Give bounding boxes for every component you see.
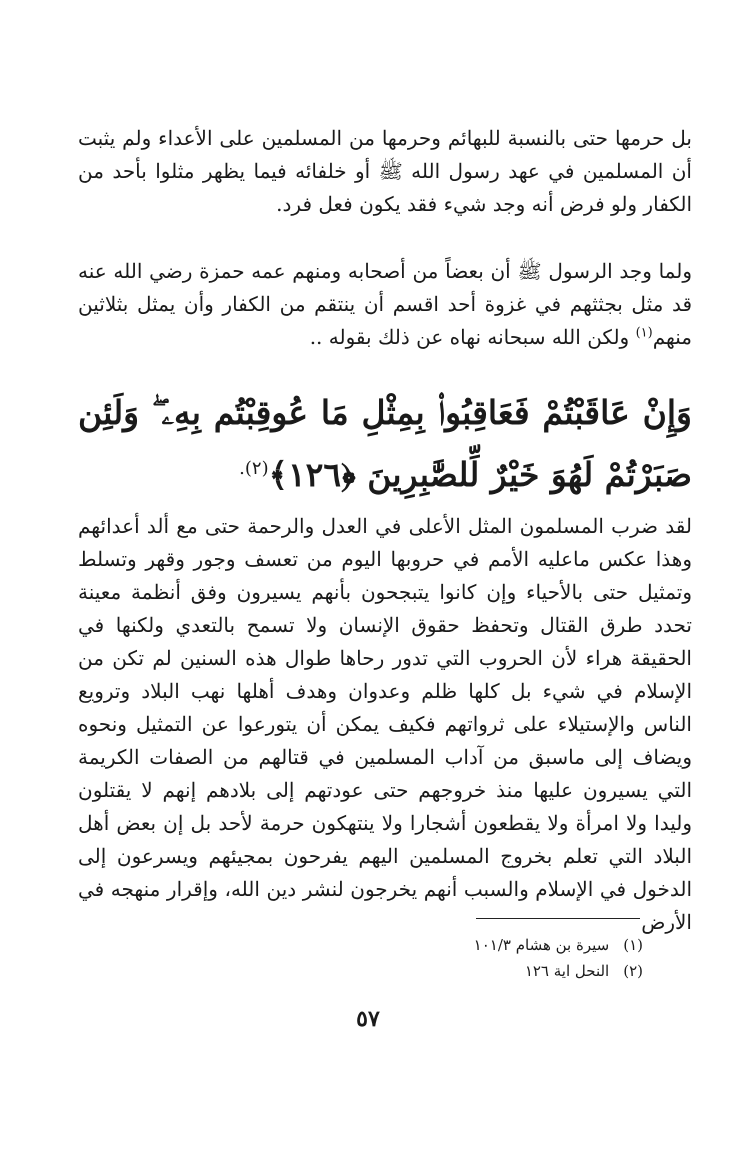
- verse-text: وَإِنْ عَاقَبْتُمْ فَعَاقِبُوا۟ بِمِثْلِ مَا عُوقِبْتُم بِهِۦ ۖ وَلَئِن صَبَرْتُمْ لَهُوَ خَيْرٌ لِّلصَّٰبِرِينَ ﴿١٢٦﴾: [78, 393, 692, 494]
- footnote-ref-1: (١): [635, 325, 653, 341]
- footnote-2: [474, 958, 643, 984]
- footnote-1-number: (١): [623, 936, 643, 954]
- quran-verse: [78, 385, 692, 503]
- footnote-2-number: (٢): [623, 962, 643, 980]
- page-number: ٥٧: [356, 1006, 380, 1032]
- paragraph-2-text: ولما وجد الرسول ﷺ أن بعضاً من أصحابه ومنهم عمه حمزة رضي الله عنه قد مثل بجثثهم في غزوة أحد اقسم أن ينتقم من الكفار وأن يمثل بثلاثين منهم: [78, 259, 692, 349]
- paragraph-2-tail: ولكن الله سبحانه نهاه عن ذلك بقوله ..: [309, 325, 636, 349]
- paragraph-3: [78, 510, 692, 939]
- paragraph-1: [78, 122, 692, 221]
- paragraph-3-text: لقد ضرب المسلمون المثل الأعلى في العدل والرحمة حتى مع ألد أعدائهم وهذا عكس ماعليه الأمم في حروبها اليوم من تعسف وجور وقهر وتسلط وتمثيل حتى بالأحياء وإن كانوا يتبجحون بأنهم يسيرون وفق أنظمة معينة تحدد طرق القتال وتحفظ حقوق الإنسان ولا تسمح بالتعدي ولكنها في الحقيقة هراء لأن الحروب التي تدور رحاها طوال هذه السنين لم تكن من الإسلام في شيء بل كلها ظلم وعدوان وهدف أهلها نهب البلاد وترويع الناس والإستيلاء على ثرواتهم فكيف يمكن أن يتورعوا عن التمثيل ونحوه ويضاف إلى ماسبق من آداب المسلمين في قتالهم من الصفات الكريمة التي يسيرون عليها منذ خروجهم حتى عودتهم إلى بلادهم إنهم لا يقتلون وليدا ولا امرأة ولا يقطعون أشجارا ولا ينتهكون حرمة لأحد بل إن بعض أهل البلاد التي تعلم بخروج المسلمين اليهم يفرحون بمجيئهم ويسرعون إلى الدخول في الإسلام والسبب أنهم يخرجون لنشر دين الله، وإقرار منهجه في الأرض: [78, 514, 692, 934]
- footnote-1: [474, 932, 643, 958]
- footnote-ref-2: (٢).: [239, 458, 269, 479]
- footnote-1-text: سيرة بن هشام ١٠١/٣: [473, 936, 610, 954]
- footnote-divider: [476, 918, 640, 919]
- paragraph-1-text: بل حرمها حتى بالنسبة للبهائم وحرمها من المسلمين على الأعداء ولم يثبت أن المسلمين في عهد رسول الله ﷺ أو خلفائه فيما يظهر مثلوا بأحد من الكفار ولو فرض أنه وجد شيء فقد يكون فعل فرد.: [78, 126, 692, 216]
- paragraph-2: [78, 255, 692, 354]
- footnotes: [474, 932, 643, 984]
- footnote-2-text: النحل اية ١٢٦: [524, 962, 610, 980]
